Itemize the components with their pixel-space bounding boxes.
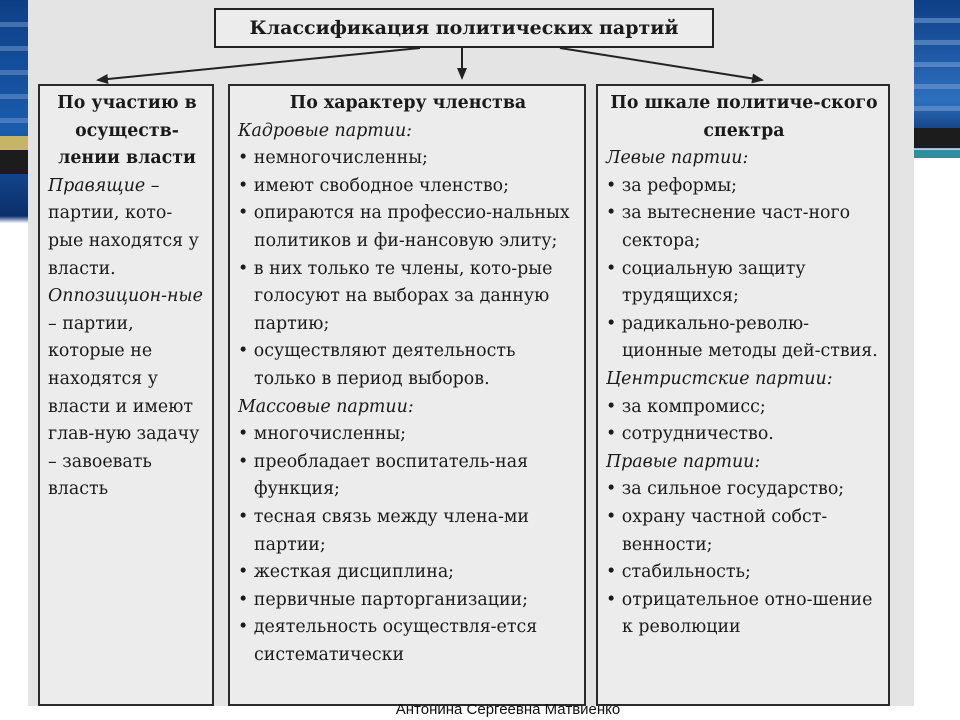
list-item: • радикально-револю-ционные методы дей-ствия. (606, 311, 882, 366)
list-item: • в них только те члены, кото-рые голосуют на выборах за данную партию; (238, 256, 578, 339)
group-text: – партии, кото-рые находятся у власти. (48, 175, 199, 279)
list-item: • осуществляют деятельность только в период выборов. (238, 338, 578, 393)
list-item: • тесная связь между члена-ми партии; (238, 504, 578, 559)
section-subtitle: Массовые партии: (238, 396, 414, 417)
list-item: • имеют свободное членство; (238, 173, 578, 201)
list-item: • немногочисленны; (238, 145, 578, 173)
list-item: • жесткая дисциплина; (238, 559, 578, 587)
column-membership-character (228, 84, 586, 706)
group-opposition-parties (48, 283, 206, 504)
author-footer: Антонина Сергеевна Матвиенко (395, 701, 621, 718)
section-subtitle: Правые партии: (606, 451, 761, 472)
diagram-title: Классификация политических партий (214, 8, 714, 48)
column-participation-in-power (38, 84, 214, 706)
column-heading: По характеру членства (289, 93, 527, 113)
list-item: • сотрудничество. (606, 421, 882, 449)
list-item: • первичные парторганизации; (238, 587, 578, 615)
list-item: • за сильное государство; (606, 476, 882, 504)
list-item: • за компромисс; (606, 394, 882, 422)
list-item: • охрану частной собст-венности; (606, 504, 882, 559)
list-item: • многочисленны; (238, 421, 578, 449)
section-subtitle: Центристские партии: (606, 368, 833, 389)
list-item: • социальную защиту трудящихся; (606, 256, 882, 311)
list-item: • за вытеснение част-ного сектора; (606, 200, 882, 255)
list-item: • опираются на профессио-нальных политиков и фи-нансовую элиту; (238, 200, 578, 255)
group-ruling-parties (48, 173, 206, 283)
group-term: Правящие (48, 175, 146, 196)
section-subtitle: Кадровые партии: (238, 120, 413, 141)
left-decor-strip (0, 0, 28, 720)
column-heading: По шкале политиче-ского спектра (610, 93, 878, 141)
group-term: Оппозицион-ные (48, 286, 203, 307)
column-political-spectrum (596, 84, 890, 706)
column-heading: По участию в осуществ-лении власти (57, 93, 197, 169)
list-item: • деятельность осуществля-ется систематически (238, 614, 578, 669)
list-item: • за реформы; (606, 173, 882, 201)
list-item: • отрицательное отно-шение к революции (606, 587, 882, 642)
list-item: • стабильность; (606, 559, 882, 587)
list-item: • преобладает воспитатель-ная функция; (238, 449, 578, 504)
group-text: – партии, которые не находятся у власти и имеют глав-ную задачу – завоевать власть (48, 313, 200, 500)
right-decor-strip (914, 0, 960, 720)
section-subtitle: Левые партии: (606, 148, 749, 169)
